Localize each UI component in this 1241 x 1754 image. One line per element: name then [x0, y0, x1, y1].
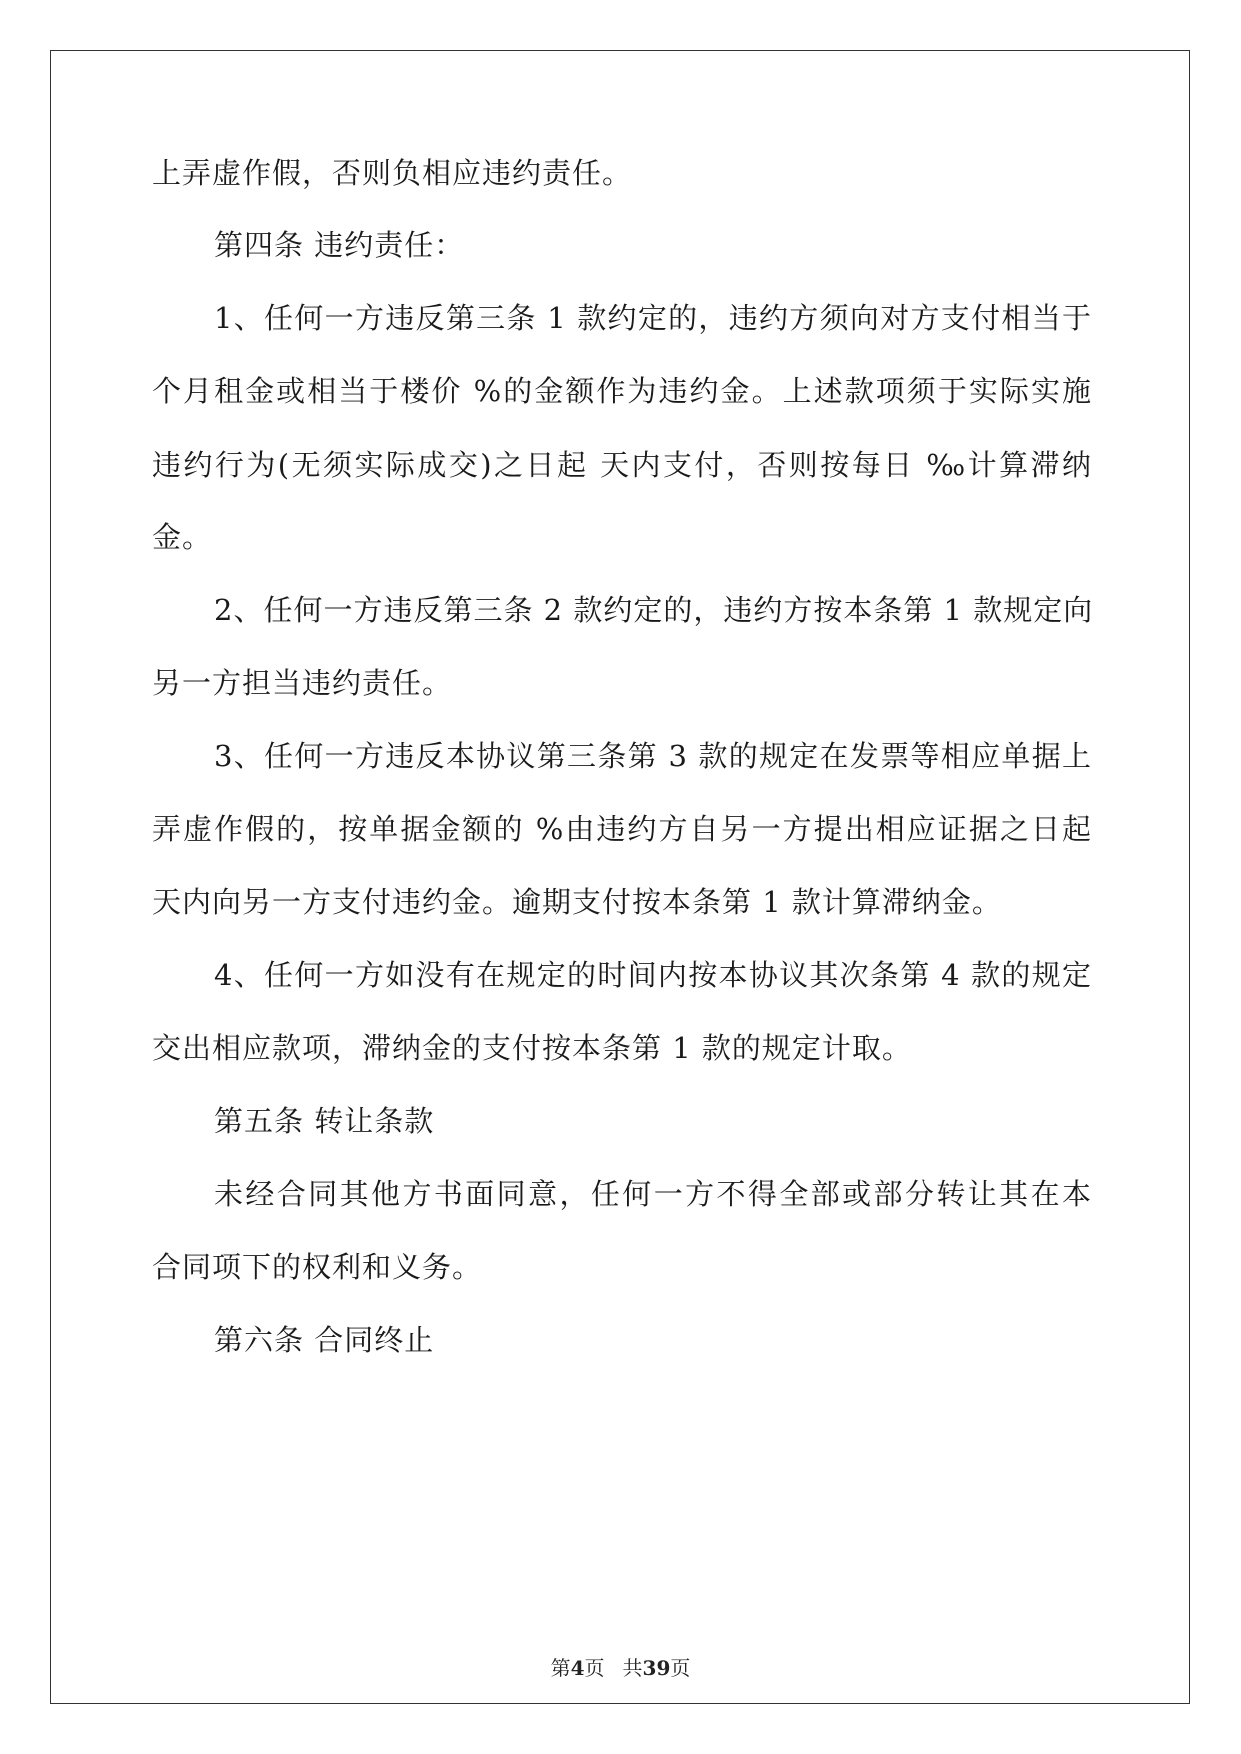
paragraph-line: 1、任何一方违反第三条 1 款约定的，违约方须向对方支付相当于 — [214, 301, 1092, 335]
footer-prefix: 第 — [550, 1656, 571, 1680]
paragraph-line: 2、任何一方违反第三条 2 款约定的，违约方按本条第 1 款规定向 — [214, 593, 1094, 627]
article-heading: 第五条 转让条款 — [214, 1104, 435, 1138]
paragraph-line: 违约行为(无须实际成交)之日起 天内支付，否则按每日 ‰计算滞纳 — [152, 448, 1092, 482]
paragraph-line: 4、任何一方如没有在规定的时间内按本协议其次条第 4 款的规定 — [214, 958, 1092, 992]
footer-total-suffix: 页 — [670, 1656, 691, 1680]
paragraph-line: 金。 — [152, 520, 213, 554]
paragraph-line: 个月租金或相当于楼价 %的金额作为违约金。上述款项须于实际实施 — [152, 374, 1092, 408]
footer-page-suffix: 页 — [584, 1656, 605, 1680]
paragraph-line: 天内向另一方支付违约金。逾期支付按本条第 1 款计算滞纳金。 — [152, 885, 1002, 919]
article-heading: 第四条 违约责任： — [214, 228, 465, 262]
total-page-count: 39 — [642, 1656, 671, 1680]
page-footer — [0, 1652, 1241, 1681]
paragraph-line: 弄虚作假的，按单据金额的 %由违约方自另一方提出相应证据之日起 — [152, 812, 1092, 846]
article-heading: 第六条 合同终止 — [214, 1323, 435, 1357]
paragraph-line: 3、任何一方违反本协议第三条第 3 款的规定在发票等相应单据上 — [214, 739, 1092, 773]
paragraph-line: 上弄虚作假，否则负相应违约责任。 — [152, 156, 633, 190]
current-page-number: 4 — [570, 1656, 585, 1680]
paragraph-line: 未经合同其他方书面同意，任何一方不得全部或部分转让其在本 — [214, 1177, 1092, 1211]
footer-total-prefix: 共 — [622, 1656, 643, 1680]
paragraph-line: 合同项下的权利和义务。 — [152, 1250, 483, 1284]
paragraph-line: 另一方担当违约责任。 — [152, 666, 453, 700]
paragraph-line: 交出相应款项，滞纳金的支付按本条第 1 款的规定计取。 — [152, 1031, 912, 1065]
